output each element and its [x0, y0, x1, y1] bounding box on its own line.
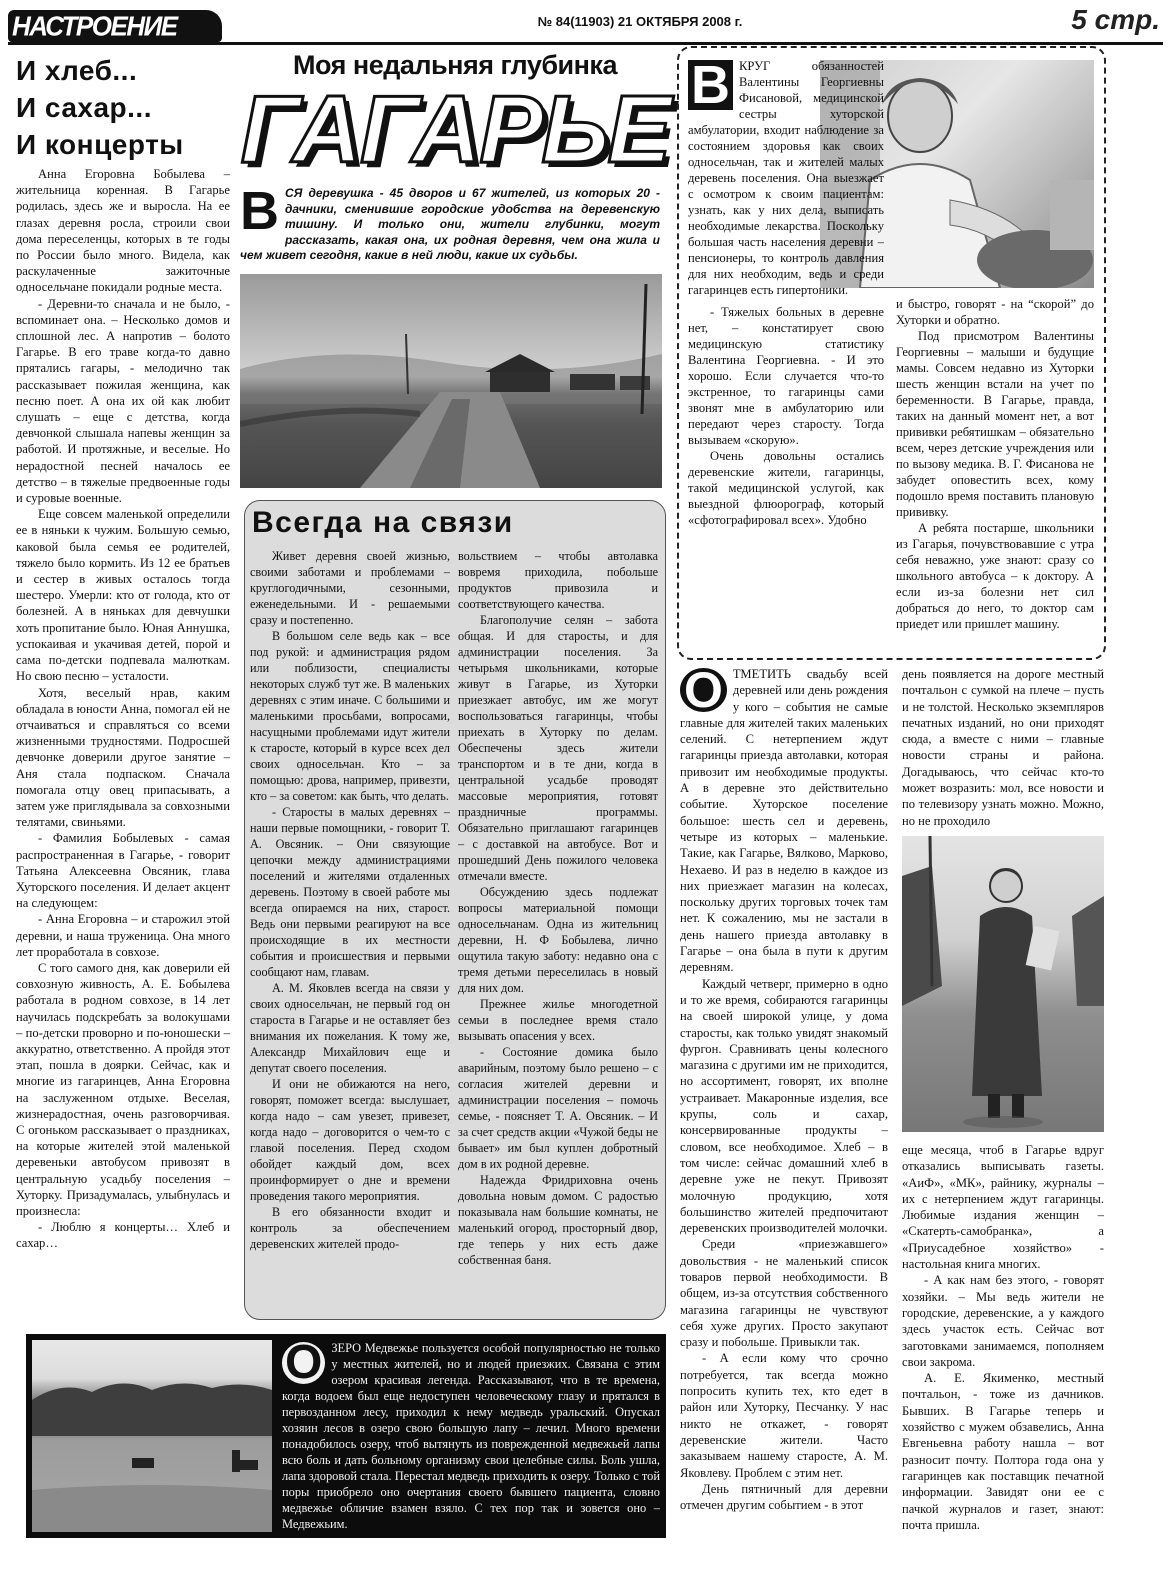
village-road-image	[240, 274, 662, 488]
box-paragraph: И они не обижаются на него, говорят, поможет всегда: выслушает, когда надо – сам увезет, привезет, когда надо – договорится о чем-то с главой поселения. Перед сходом обойдет каждый дом, всех проинформирует о дне и времени проведения такого мероприятия.	[250, 1077, 450, 1203]
lead-text: СЯ деревушка - 45 дворов и 67 жителей, из которых 20 - дачники, сменившие городские удобства на деревенскую тишину. И только они, жители глубинки, могут рассказать, какая она, их родная деревня, чем она жила и чем живет сегодня, какие в ней люди, какие их судьбы.	[240, 186, 660, 262]
medic-dropcap: В	[688, 60, 733, 110]
left-paragraph: С того самого дня, как доверили ей совхозную живность, А. Е. Бобылева работала в родном совхозе, в 14 лет научилась подскребать за волокушами – по-детски проворно и по-юношески – аккуратно, ответственно. А пройдя этот этап, пошла в доярки. Сейчас, как и многие из гагаринцев, Анна Егоровна на заслуженном отдыхе. Веселая, жизнерадостная, очень разговорчивая. С огоньком рассказывает о праздниках, на которые жителей этой маленькой деревеньки автобусом привозят в центральную усадьбу поселения – Хуторку. Призадумалась, улыбнулась и произнесла:	[16, 960, 230, 1218]
box-paragraph: Благополучие селян – забота общая. И для старосты, и для администрации поселения. За четырьмя школьниками, которые живут в Гагарье, из Хуторки приезжает автобус, им же могут воспользоваться гагаринцы, чтобы приехать в Хуторку по делам. Обеспечены здесь жители транспортом и в те дни, когда в центральной усадьбе проводят массовые мероприятия, готовят праздничные программы. Обязательно приглашают гагаринцев – с доставкой на автобусе. Вот и прошедший День пожилого человека отмечали вместе.	[458, 613, 658, 883]
events-dropcap: О	[680, 668, 727, 712]
box-paragraph: В большом селе ведь как – все под рукой: и администрация рядом или поблизости, специалисты некоторых служб тут же. В маленьких деревнях с этим иначе. С большими и маленькими просьбами, вопросами, насущными проблемами идут жители к старосте, который в курсе всех дел своих односельчан. Кто – за помощью: дрова, например, привезти, кто – за советом: как быть, что делать.	[250, 629, 450, 803]
postwoman-photo	[902, 836, 1104, 1132]
postwoman-image	[902, 836, 1104, 1132]
medic-text-top: КРУГ обязанностей Валентины Георгиевны Фисановой, медицинской сестры хуторской амбулатории, входит наблюдение за состоянием здоровья как своих односельчан, так и жителей малых деревень поселения. Она выезжает с осмотром к своим пациентам: узнать, как у них дела, выписать необходимые лекарства. Поскольку большая часть населения деревни – пенсионеры, то контроль давления для них необходим, ведь и среди гагаринцев есть гипертоники.	[688, 59, 884, 297]
medic-paragraph: - Тяжелых больных в деревне нет, – констатирует свою медицинскую статистику Валентина Георгиевна. - И это хорошо. Если случается что-то экстренное, то гагаринцы сами звонят мне в амбулаторию или передают через старосту. Тогда вызываем «скорую».	[688, 305, 884, 447]
events-paragraph: день появляется на дороге местный почтальон с сумкой на плече – пусть и не толстой. Несколько экземпляров печатных изданий, но они приходят сюда, а вместе с ними – главные новости страны и района. Догадываюсь, что сейчас кто-то может возразить: мол, все новости и по телевизору узнать можно. Можно, но не проходило	[902, 667, 1104, 828]
events-paragraph: Среди «приезжавшего» довольствия - не маленький список товаров первой необходимости. В общем, из-за отсутствия собственного магазина гагаринцы не чувствуют себя хуже других. Просто закупают сразу и побольше. Привыкли так.	[680, 1237, 888, 1350]
medic-paragraph: Очень довольны остались деревенские жители, гагаринцы, такой медицинской услугой, как выездной флюорограф, который «сфотографировал всех». Удобно	[688, 449, 884, 527]
box-paragraph: Прежнее жилье многодетной семьи в последнее время стало вызывать опасения у всех.	[458, 997, 658, 1043]
left-title-line-1: И хлеб...	[16, 55, 138, 86]
box-paragraph: - Старосты в малых деревнях – наши первые помощники, - говорит Т. А. Овсяник. – Они связующие цепочки между администрациями поселений и жителями отдаленных деревень. Поэтому в своей работе мы всегда опираемся на них, старост. Ведь они первыми реагируют на все происходящие в их местности события и происшествия и первыми сообщают нам, главам.	[250, 805, 450, 979]
events-col2-top	[902, 666, 1104, 832]
page-number: 5 стр.	[1071, 4, 1160, 35]
lead-dropcap: В	[240, 181, 279, 241]
left-article-title	[16, 52, 236, 163]
medic-paragraph: А ребята постарше, школьники из Гагарья, почувствовавшие с утра себя неважно, уже знают: сразу со школьного автобуса – к доктору. А если из-за болезни нет сил добраться до него, то доктор сам приедет или пришлет машину.	[896, 521, 1094, 631]
medic-col2	[896, 296, 1094, 650]
events-paragraph: - А если кому что срочно потребуется, так всегда можно попросить купить тех, кто едет в район или Хуторку, Песчанку. У нас никто не откажет, - говорят деревенские жители. Часто заказываем нашему старосте, А. М. Яковлеву. Проблем с этим нет.	[680, 1351, 888, 1480]
lake-meadow-image	[32, 1340, 272, 1532]
header-rule	[8, 42, 1163, 45]
events-col2-bottom	[902, 1142, 1104, 1578]
left-paragraph: Хотя, веселый нрав, каким обладала в юности Анна, помогал ей не отчаиваться и справляться со всеми жизненными трудностями. Подросшей девчонке доверили другое занятие – Аня стала подпаском. Сначала помогала отцу овец припасывать, а затем уже приглядывала за совхозными телятами, свиньями.	[16, 685, 230, 830]
box-paragraph: Обсуждению здесь подлежат вопросы материальной помощи односельчанам. Одна из жительниц деревни, Н. Ф Бобылева, лично ощутила такую заботу: недавно она с тремя детьми переселилась в новый для них дом.	[458, 885, 658, 995]
main-title: ГАГАРЬЕ	[240, 76, 670, 183]
left-title-line-2: И сахар...	[16, 92, 152, 123]
events-col1	[680, 666, 888, 1578]
events-paragraph: День пятничный для деревни отмечен другим событием - в этот	[680, 1481, 888, 1513]
box-paragraph: В его обязанности входит и контроль за обеспечением деревенских жителей продо-	[250, 1205, 450, 1251]
left-paragraph: Анна Егоровна Бобылева – жительница коренная. В Гагарье родилась, здесь же и выросла. На ее глазах деревня росла, строили свои дома переселенцы, которых в те годы по России было много. Видела, как раскулаченные зажиточные односельчане покидали родные места.	[16, 167, 230, 295]
left-title-line-3: И концерты	[16, 129, 184, 160]
box-paragraph: А. М. Яковлев всегда на связи у своих односельчан, не первый год он староста в Гагарье и не оставляет без внимания их пожелания. К тому же, Александр Михайлович еще и депутат своего поселения.	[250, 981, 450, 1075]
left-paragraph: - Фамилия Бобылевых - самая распространенная в Гагарье, - говорит Татьяна Алексеевна Овсяник, глава Хуторского поселения. И делает акцент на следующем:	[16, 831, 230, 911]
medic-col1-continued	[688, 304, 884, 650]
medic-paragraph: и быстро, говорят - на “скорой” до Хуторки и обратно.	[896, 297, 1094, 327]
main-lead	[240, 181, 660, 264]
medic-paragraph: Под присмотром Валентины Георгиевны – малыши и будущие мамы. Совсем недавно из Хуторки шесть женщин встали на учет по беременности. В Гагарье, правда, таких на данный момент нет, а вот прививки ребятишкам – обязательно всем, через детские учреждения или по вызову медика. В. Г. Фисанова не забудет оповестить всех, кому подошло время поставить плановую прививку.	[896, 329, 1094, 519]
box-paragraph: - Состояние домика было аварийным, поэтому было решено – с согласия жителей деревни и администрации поселения – помочь семье, - поясняет Т. А. Овсяник. – И за счет средств акции «Чужой беды не бывает» им был куплен добротный дом в их родной деревне.	[458, 1045, 658, 1171]
left-paragraph: - Люблю я концерты… Хлеб и сахар…	[16, 1220, 230, 1251]
left-paragraph: - Анна Егоровна – и старожил этой деревни, и наша труженица. Она много лет проработала в совхозе.	[16, 912, 230, 959]
section-rubric-text: НАСТРОЕНИЕ	[12, 10, 177, 42]
events-paragraph: еще месяца, чтоб в Гагарье вдруг отказались выписывать газеты. «АиФ», «МК», райнику, журналы – их с нетерпением ждут гагаринцы. Любимые издания женщин – «Скатерть-самобранка», а «Приусадебное хозяйство» - настольная книга многих.	[902, 1143, 1104, 1272]
box-title: Всегда на связи	[252, 506, 514, 539]
main-kicker: Моя недальняя глубинка	[293, 50, 617, 80]
box-col1	[250, 548, 450, 1312]
events-paragraph: Каждый четверг, примерно в одно и то же время, собираются гагаринцы на своей широкой улице, у дома старосты, как только увидят знакомый фургон. Сравнивать цены колесного магазина с другими им не приходится, но ассортимент, говорят, их вполне устраивает. Макаронные изделия, все крупы, соль и сахар, консервированные продукты – словом, все необходимое. Хлеб – в том числе: сейчас домашний хлеб в деревне уже не пекут. Привозят молочную продукцию, хотя большинство жителей предпочитают деревенских производителей молочки.	[680, 976, 888, 1236]
medic-col1	[688, 58, 884, 304]
box-paragraph: вольствием – чтобы автолавка вовремя приходила, побольше продуктов привозила и соответствующего качества.	[458, 549, 658, 611]
issue-info: № 84(11903) 21 ОКТЯБРЯ 2008 г.	[537, 14, 743, 29]
box-paragraph: Живет деревня своей жизнью, своими заботами и проблемами – круглогодичными, сезонными, еженедельными. И - решаемыми сразу и постепенно.	[250, 549, 450, 627]
lake-meadow-photo	[32, 1340, 272, 1532]
left-paragraph: - Деревни-то сначала и не было, - вспоминает она. – Несколько домов и сплошной лес. А напротив – болото Гагарье. В его траве когда-то давно прятались гагары, - мелодично так рассказывает пожилая женщина, как песню поет. А она их ой как любит слушать – еще с детства, когда девчонкой слышала напевы женщин за работой. И протяжные, и веселые. Но нерадостной песней началось ее детство – в тяжелые предвоенные годы и суровые военные.	[16, 296, 230, 506]
lake-text: ЗЕРО Медвежье пользуется особой популярностью не только у местных жителей, но и людей приезжих. Связана с этим озером красивая легенда. Рассказывают, что в те времена, когда водоем был еще недоступен человеческому глазу и прятался в первозданном лесу, приходил к нему медведь уральский. Опускал хозяин лесов в озеро свою большую лапу – лечил. Много времени понадобилось озеру, чтоб вытянуть из поврежденной медвежьей лапы всю боль и дать больному организму свои целебные силы. Боль ушла, лапа здоровой стала. Перестал медведь приходить к озеру. Только с той поры приобрело оно очертания своего бывшего пациента, словно медвежье обличие взамен взяло. С тех пор так и зовется оно – Медвежьим.	[282, 1341, 660, 1531]
events-paragraph: А. Е. Якименко, местный почтальон, - тоже из дачников. Бывших. В Гагарье теперь и хозяйство с мужем обзавелись, Анна Евгеньевна работу нашла – вот разносит почту. Полтора года она у гагаринцев как поставщик печатной информации. Завидят они ее с пачкой журналов и газет, знают: почта пришла.	[902, 1371, 1104, 1532]
lake-dropcap: О	[282, 1342, 325, 1384]
left-article-body	[16, 166, 230, 1328]
events-paragraph: ТМЕТИТЬ свадьбу всей деревней или день рождения у кого – события не самые главные для жителей таких маленьких селений. С нетерпением ждут гагаринцы приезда автолавки, которая привозит им необходимые продукты. А в деревне это действительно событие. Хуторское поселение большое: шесть сел и деревень, четыре из которых – маленькие. Такие, как Гагарье, Вялково, Марково, Нехаево. И раз в неделю в каждое из них приезжает магазин на колесах, поскольку других торговых точек там нет. К сожалению, мы не застали в день нашего приезда автолавку в Гагарье – она была в пути к другим деревням.	[680, 667, 888, 975]
box-paragraph: Надежда Фридриховна очень довольна новым домом. С радостью показывала нам большие комнаты, не маленький огород, просторный двор, где теперь у них есть даже собственная баня.	[458, 1173, 658, 1267]
events-paragraph: - А как нам без этого, - говорят хозяйки. – Мы ведь жители не городские, деревенские, а у каждого здесь участок есть. Сейчас вот заготовками занимаемся, пополняем свои закрома.	[902, 1273, 1104, 1369]
lake-story	[282, 1340, 660, 1534]
village-road-photo	[240, 274, 662, 488]
left-paragraph: Еще совсем маленькой определили ее в няньки к чужим. Большую семью, каковой была семья ее родителей, тяжело было кормить. Из 12 ее братьев и сестер в живых осталось тогда шестеро. Умерли: кто от голода, кто от болезней. А в няньках для девчушки хоть пропитание было. Юная Аннушка, успокаивая и укачивая детей, порой и сама по-детски подпевала малюткам. Но свою песню – усталости.	[16, 507, 230, 684]
box-col2	[458, 548, 658, 1312]
